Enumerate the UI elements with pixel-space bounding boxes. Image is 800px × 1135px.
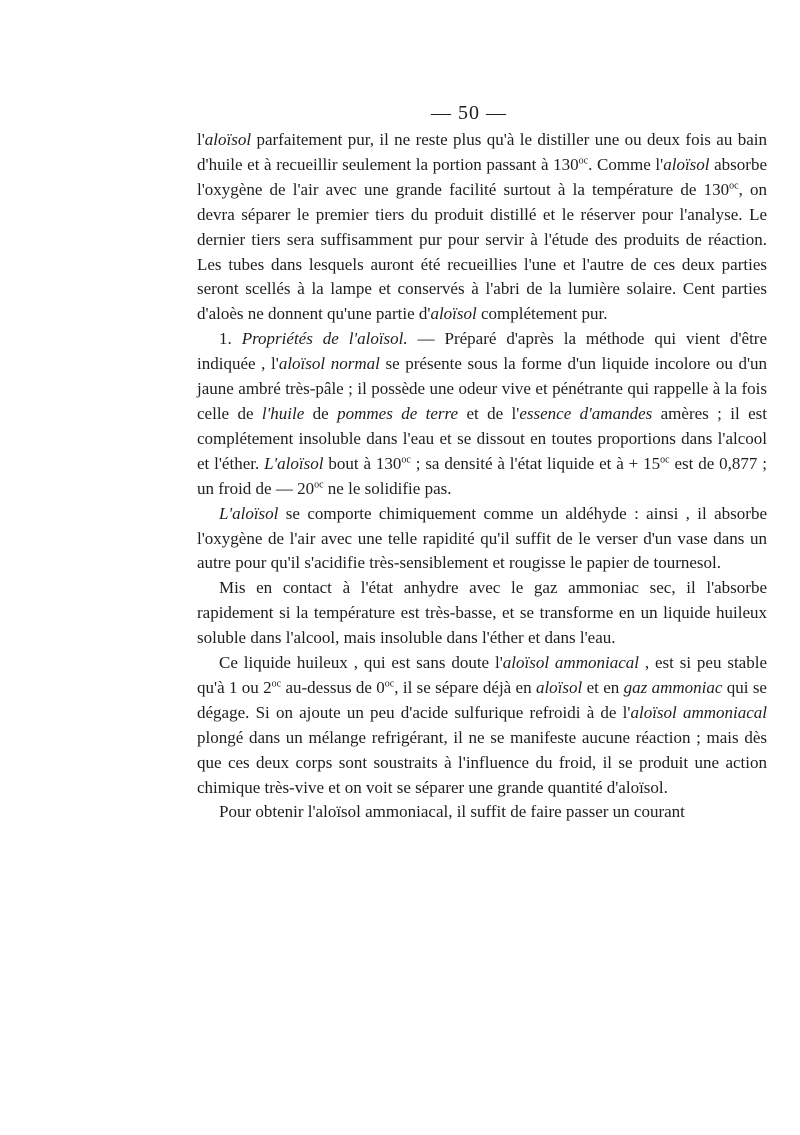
degree-superscript: oc bbox=[401, 454, 411, 466]
text-run: ; sa densité à l'état liquide et à + 15 bbox=[410, 453, 661, 473]
text-run: ne le solidifie pas. bbox=[323, 478, 452, 498]
italic-term: essence d'amandes bbox=[519, 403, 653, 423]
italic-term: l'huile bbox=[261, 403, 305, 423]
degree-superscript: oc bbox=[271, 678, 282, 690]
text-run: . Comme l' bbox=[588, 154, 664, 174]
text-run: l' bbox=[197, 130, 205, 149]
italic-term: gaz ammoniac bbox=[623, 677, 723, 697]
page-number: — 50 — bbox=[431, 102, 507, 124]
italic-term: aloïsol ammoniacal bbox=[630, 702, 767, 722]
text-run: qui se dégage. Si on ajoute un peu d'acide sulfurique refroidi à de l' bbox=[197, 677, 767, 722]
italic-term: aloïsol bbox=[535, 677, 583, 697]
italic-term: aloïsol normal bbox=[278, 354, 380, 374]
text-run: de bbox=[304, 403, 338, 423]
text-run: et de l' bbox=[458, 403, 520, 423]
paragraph: Pour obtenir l'aloïsol ammoniacal, il suffit de faire passer un courant bbox=[219, 802, 685, 822]
text-run: parfaitement pur, il ne reste plus qu'à le distiller une ou deux fois au bain d'huile et à recueillir seulement la portion passant à 130 bbox=[197, 130, 767, 174]
text-run: au-dessus de 0 bbox=[281, 677, 385, 697]
italic-term: L'aloïsol bbox=[219, 503, 279, 523]
section-number: 1. bbox=[219, 329, 242, 349]
text-run: , est si peu stable qu'à 1 ou 2 bbox=[197, 653, 767, 697]
text-run: plongé dans un mélange refrigérant, il ne se manifeste aucune réaction ; mais dès que ces deux corps sont soustraits à l'influence du froid, il se produit une action chimique très-vive et on voit se séparer une grande quantité d'aloïsol. bbox=[197, 727, 767, 797]
body-text bbox=[197, 128, 767, 825]
degree-superscript: oc bbox=[384, 678, 395, 690]
text-run: est de 0,877 ; un froid de — 20 bbox=[197, 453, 767, 498]
text-run: absorbe l'oxygène de l'air avec une grande facilité surtout à la température de 130 bbox=[197, 154, 767, 199]
text-run: complétement pur. bbox=[476, 304, 608, 324]
italic-term: aloïsol ammoniacal bbox=[502, 653, 639, 673]
degree-superscript: oc bbox=[729, 180, 739, 192]
degree-superscript: oc bbox=[660, 454, 670, 466]
degree-superscript: oc bbox=[578, 155, 589, 167]
paragraph bbox=[197, 327, 767, 501]
italic-term: aloïsol bbox=[430, 304, 477, 324]
text-run: bout à 130 bbox=[323, 453, 402, 473]
italic-term: aloïsol bbox=[663, 154, 710, 174]
paragraph bbox=[197, 502, 767, 577]
text-run: et en bbox=[582, 677, 624, 697]
paragraph bbox=[197, 128, 767, 327]
text-run: amères ; il est complétement insoluble dans l'eau et se dissout en toutes proportions dans l'alcool et l'éther. bbox=[197, 403, 767, 473]
text-run: — Préparé d'après la méthode qui vient d'être indiquée , l' bbox=[197, 329, 768, 374]
paragraph: Mis en contact à l'état anhydre avec le gaz ammoniac sec, il l'absorbe rapidement si la température est très-basse, et se transforme en un liquide huileux soluble dans l'alcool, mais insoluble dans l'éther et dans l'eau. bbox=[197, 578, 767, 648]
section-heading: Propriétés de l'aloïsol. bbox=[241, 329, 408, 349]
italic-term: aloïsol bbox=[204, 130, 252, 149]
degree-superscript: oc bbox=[314, 479, 324, 491]
text-run: , on devra séparer le premier tiers du produit distillé et le réserver pour l'analyse. Le dernier tiers sera suffisamment pur pour servir à l'étude des produits de réaction. Les tubes dans lesquels auront été recueillies l'une et l'autre de ces deux parties seront scellés à la lampe et conservés à l'abri de la lumière solaire. Cent parties d'aloès ne donnent qu'une partie d' bbox=[197, 179, 767, 324]
text-run: se comporte chimiquement comme un aldéhyde : ainsi , il absorbe l'oxygène de l'air avec une telle rapidité qu'il suffit de le verser d'un vase dans un autre pour qu'il s'acidifie très-sensiblement et rougisse le papier de tournesol. bbox=[197, 503, 767, 573]
italic-term: L'aloïsol bbox=[264, 453, 324, 473]
text-run: Ce liquide huileux , qui est sans doute l' bbox=[219, 653, 503, 673]
text-run: , il se sépare déjà en bbox=[394, 677, 536, 697]
text-run: se présente sous la forme d'un liquide incolore ou d'un jaune ambré très-pâle ; il possède une odeur vive et pénétrante qui rappelle à la fois celle de bbox=[197, 354, 768, 423]
paragraph bbox=[197, 651, 767, 800]
italic-term: pommes de terre bbox=[337, 403, 459, 423]
